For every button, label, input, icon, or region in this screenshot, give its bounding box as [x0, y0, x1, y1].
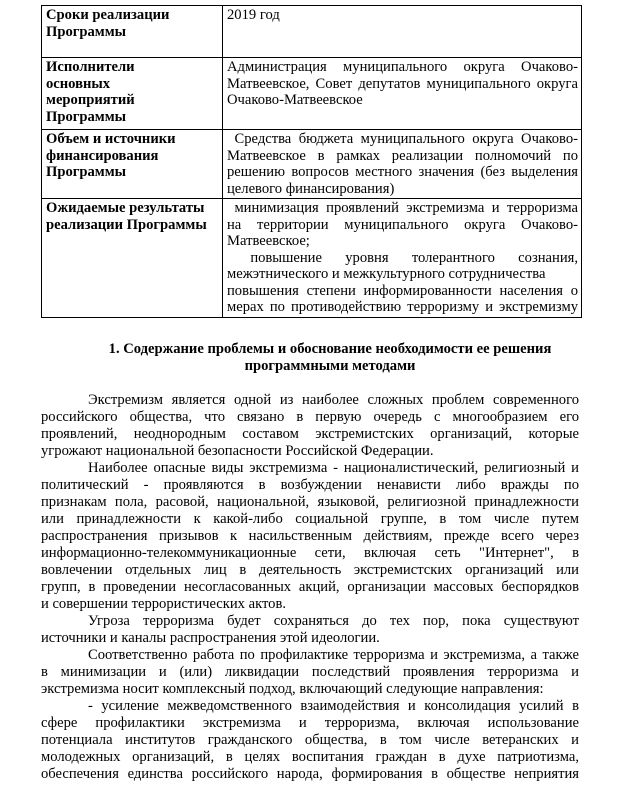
row-value-line: Матвеевское; — [227, 233, 310, 249]
section-body — [41, 392, 579, 783]
row-label-line: Сроки реализации — [46, 7, 170, 23]
paragraph-line: Наиболее опасные виды экстремизма - националистический, религиозный и — [88, 460, 579, 476]
paragraph-line: групп, в проведении несогласованных акций, организации массовых беспорядков — [41, 579, 579, 595]
paragraph-line: источники и каналы распространения этой идеологии. — [41, 630, 380, 646]
paragraph-line: вовлечении отдельных лиц в деятельность экстремистских организаций или — [41, 562, 579, 578]
row-value-cell — [223, 199, 582, 318]
row-label-line: Объем и источники — [46, 131, 176, 147]
row-value-cell — [223, 6, 582, 58]
paragraph-line: сфере профилактики экстремизма и терроризма, включая использование — [41, 715, 579, 731]
row-label-cell — [42, 58, 223, 130]
table-row — [42, 130, 582, 199]
section-heading-line: 1. Содержание проблемы и обоснование необходимости ее решения — [108, 341, 552, 357]
body-paragraph — [41, 392, 579, 460]
row-label-cell — [42, 199, 223, 318]
row-value-line: повышения степени информированности населения о — [227, 282, 578, 299]
row-value-line: повышение уровня толерантного сознания, — [227, 249, 578, 266]
paragraph-line: угрожают национальной безопасности Российской Федерации. — [41, 443, 434, 459]
section-heading-line: программными методами — [244, 358, 416, 374]
row-value-line: целевого финансирования) — [227, 180, 395, 197]
table-row — [42, 58, 582, 130]
row-value-cell — [223, 58, 582, 130]
row-value-line: Администрация муниципального округа Очаково- — [227, 59, 578, 75]
body-paragraph — [41, 613, 579, 647]
program-passport-table — [41, 5, 582, 318]
row-label-cell — [42, 130, 223, 199]
paragraph-line: политический - проявляются в возбуждении ненависти либо вражды по — [41, 477, 579, 493]
row-label-line: Программы — [46, 23, 127, 40]
body-paragraph — [41, 698, 579, 783]
row-label-line: реализации Программы — [46, 216, 207, 233]
paragraph-line: признакам пола, расовой, национальной, языковой, религиозной принадлежности — [41, 494, 579, 510]
paragraph-line: проявлений, неоднородным составом экстремистских организаций, которые — [41, 426, 579, 442]
table-row — [42, 6, 582, 58]
row-value-line: на территории муниципального округа Очаково- — [227, 216, 578, 233]
row-label-line: Исполнители — [46, 59, 135, 75]
section-heading — [60, 341, 600, 375]
row-value-line: межэтнического и межкультурного сотрудничества — [227, 266, 546, 282]
body-paragraph — [41, 460, 579, 613]
row-label-cell — [42, 6, 223, 58]
row-label-line: мероприятий — [46, 92, 135, 108]
table-row — [42, 199, 582, 318]
row-value-line: решению вопросов местного значения (без выделения — [227, 164, 578, 180]
paragraph-line: и совершении террористических актов. — [41, 596, 287, 612]
paragraph-line: молодежных организаций, в целях воспитания граждан в духе патриотизма, — [41, 749, 579, 765]
paragraph-line: Угроза терроризма будет сохраняться до тех пор, пока существуют — [88, 613, 579, 629]
row-label-line: основных — [46, 75, 111, 92]
paragraph-line: в минимизации и (или) ликвидации последствий проявления терроризма и — [41, 664, 579, 680]
row-label-line: Программы — [46, 164, 127, 180]
paragraph-line: обеспечения единства российского народа, формирования в обществе неприятия — [41, 766, 579, 782]
row-value-line: минимизация проявлений экстремизма и терроризма — [227, 200, 579, 216]
row-value-cell — [223, 130, 582, 199]
paragraph-line: экстремизма носит комплексный подход, включающий следующие направления: — [41, 681, 544, 697]
row-label-line: финансирования — [46, 147, 159, 164]
row-label-line: Программы — [46, 108, 127, 125]
paragraph-line: информационно-телекоммуникационные сети, включая сеть "Интернет", в — [41, 545, 579, 561]
row-value-line: мерах по противодействию терроризму и экстремизму — [227, 299, 578, 315]
paragraph-line: российского общества, что связано в первую очередь с многообразием его — [41, 409, 579, 425]
row-value-line: 2019 год — [227, 7, 280, 23]
paragraph-line: Соответственно работа по профилактике терроризма и экстремизма, а также — [88, 647, 579, 663]
row-label-line: Ожидаемые результаты — [46, 200, 205, 216]
row-value-line: Средства бюджета муниципального округа Очаково- — [227, 131, 578, 147]
row-value-line: Матвеевское, Совет депутатов муниципального округа — [227, 75, 578, 92]
row-value-line: Матвеевское в рамках реализации полномочий по — [227, 147, 578, 164]
paragraph-line: Экстремизм является одной из наиболее сложных проблем современного — [88, 392, 579, 408]
paragraph-line: распространения призывов к насильственным действиям, прежде всего через — [41, 528, 579, 544]
body-paragraph — [41, 647, 579, 698]
paragraph-line: - усиление межведомственного взаимодействия и консолидация усилий в — [88, 698, 579, 714]
paragraph-line: или принадлежности к какой-либо социальной группе, в том числе путем — [41, 511, 579, 527]
paragraph-line: потенциала институтов гражданского общества, в том числе ветеранских и — [41, 732, 579, 748]
row-value-line: Очаково-Матвеевское — [227, 92, 363, 108]
